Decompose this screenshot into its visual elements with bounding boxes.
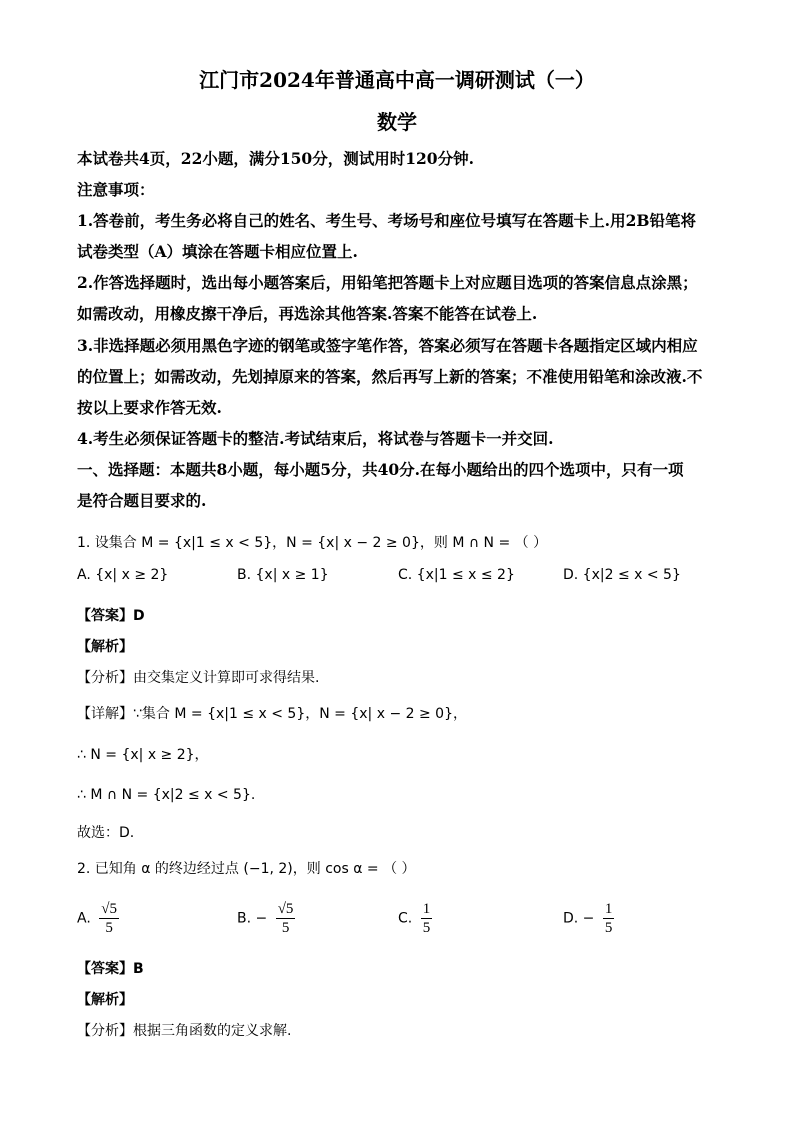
q1-option-b: B. {x| x ≥ 1} bbox=[237, 567, 329, 583]
exam-info: 本试卷共4页，22小题，满分150分，测试用时120分钟. bbox=[77, 149, 474, 168]
q2-option-a-denominator: 5 bbox=[105, 920, 113, 936]
q2-option-b-fraction bbox=[276, 900, 296, 937]
q2-fenxi: 【分析】根据三角函数的定义求解. bbox=[77, 1023, 292, 1039]
q2-option-a bbox=[77, 900, 119, 937]
notice-2a: 2.作答选择题时，选出每小题答案后，用铅笔把答题卡上对应题目选项的答案信息点涂黑； bbox=[77, 273, 698, 292]
q2-option-b-label: B. − bbox=[237, 910, 268, 927]
q2-option-d-fraction bbox=[603, 900, 615, 937]
q2-option-b-numerator: √5 bbox=[277, 901, 294, 917]
q2-answer: 【答案】B bbox=[77, 961, 144, 977]
q2-option-d bbox=[563, 900, 614, 937]
q2-stem: 2. 已知角 α 的终边经过点 (−1, 2)，则 cos α = （ ） bbox=[77, 861, 416, 877]
subject-title: 数学 bbox=[377, 110, 417, 134]
q2-option-c-numerator: 1 bbox=[422, 901, 431, 917]
notice-3b: 的位置上；如需改动，先划掉原来的答案，然后再写上新的答案；不准使用铅笔和涂改液.不 bbox=[77, 367, 703, 386]
q2-option-a-label: A. bbox=[77, 910, 91, 927]
q1-step2: ∴ M ∩ N = {x|2 ≤ x < 5}. bbox=[77, 787, 256, 803]
q2-option-c-fraction bbox=[421, 900, 433, 937]
q1-answer: 【答案】D bbox=[77, 608, 145, 624]
notice-title: 注意事项： bbox=[77, 180, 155, 199]
q2-option-d-numerator: 1 bbox=[604, 901, 613, 917]
notice-4: 4.考生必须保证答题卡的整洁.考试结束后，将试卷与答题卡一并交回. bbox=[77, 429, 554, 448]
q1-step1: ∴ N = {x| x ≥ 2}， bbox=[77, 747, 209, 763]
notice-3a: 3.非选择题必须用黑色字迹的钢笔或签字笔作答，答案必须写在答题卡各题指定区域内相应 bbox=[77, 336, 698, 355]
q1-option-c: C. {x|1 ≤ x ≤ 2} bbox=[398, 567, 515, 583]
page-title: 江门市2024年普通高中高一调研测试（一） bbox=[199, 68, 595, 92]
q2-option-b-denominator: 5 bbox=[281, 920, 290, 936]
q2-option-d-label: D. − bbox=[563, 910, 595, 927]
notice-1a: 1.答卷前，考生务必将自己的姓名、考生号、考场号和座位号填写在答题卡上.用2B铅笔将 bbox=[77, 211, 696, 230]
q1-option-a: A. {x| x ≥ 2} bbox=[77, 567, 169, 583]
notice-3c: 按以上要求作答无效. bbox=[77, 398, 222, 417]
q1-stem: 1. 设集合 M = {x|1 ≤ x < 5}，N = {x| x − 2 ≥ 0}，则 M ∩ N = （ ） bbox=[77, 535, 548, 551]
notice-1b: 试卷类型（A）填涂在答题卡相应位置上. bbox=[77, 242, 358, 261]
q1-fenxi: 【分析】由交集定义计算即可求得结果. bbox=[77, 670, 320, 686]
q2-option-a-numerator: √5 bbox=[101, 901, 117, 917]
q1-option-d: D. {x|2 ≤ x < 5} bbox=[563, 567, 681, 583]
q1-detail: 【详解】∵集合 M = {x|1 ≤ x < 5}，N = {x| x − 2 ≥ 0}， bbox=[77, 706, 467, 722]
q2-option-c bbox=[398, 900, 432, 937]
q2-option-b bbox=[237, 900, 295, 937]
q2-option-a-fraction bbox=[99, 900, 119, 937]
q2-option-c-denominator: 5 bbox=[422, 920, 431, 936]
q1-choose: 故选：D. bbox=[77, 825, 135, 841]
section-heading-b: 是符合题目要求的. bbox=[77, 491, 207, 510]
section-heading-a: 一、选择题：本题共8小题，每小题5分，共40分.在每小题给出的四个选项中，只有一项 bbox=[77, 460, 684, 479]
q2-option-c-label: C. bbox=[398, 910, 413, 927]
q2-analysis-label: 【解析】 bbox=[77, 992, 133, 1008]
notice-2b: 如需改动，用橡皮擦干净后，再选涂其他答案.答案不能答在试卷上. bbox=[77, 304, 538, 323]
q2-option-d-denominator: 5 bbox=[604, 920, 613, 936]
q1-analysis-label: 【解析】 bbox=[77, 639, 133, 655]
